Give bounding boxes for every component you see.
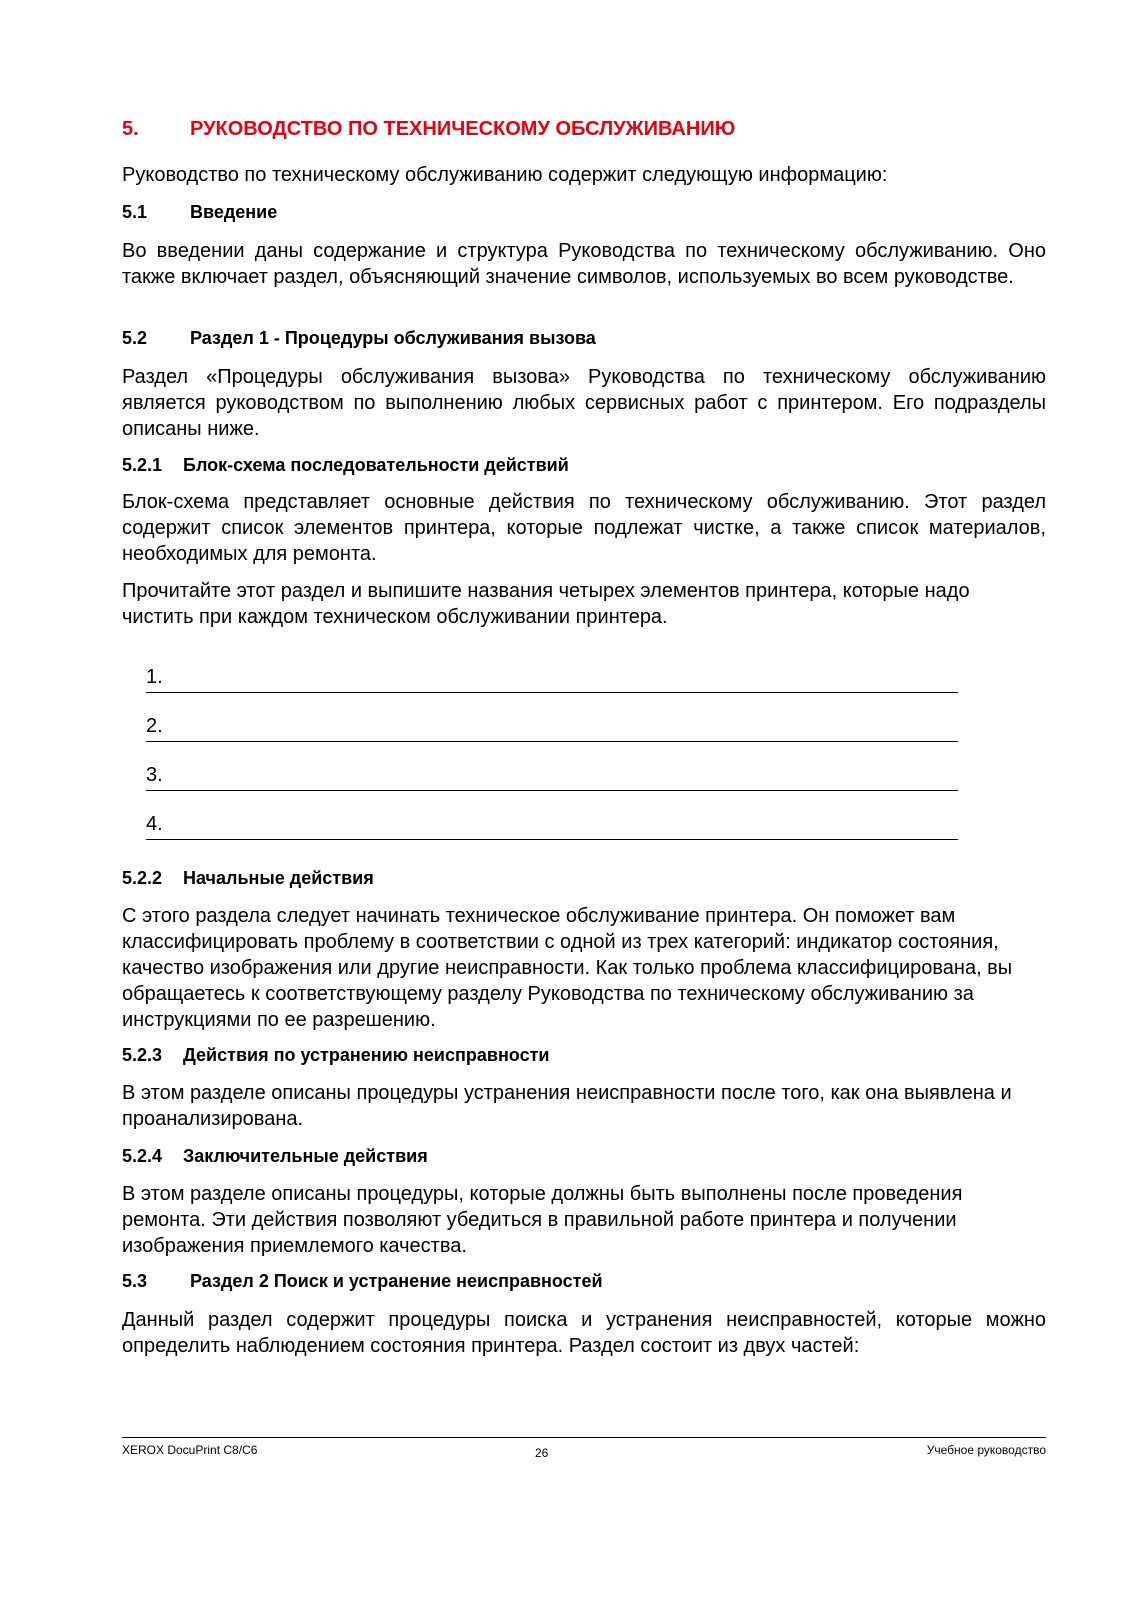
- chapter-number: 5.: [122, 118, 139, 140]
- section-5-2-4-text: В этом разделе описаны процедуры, которые должны быть выполнены после проведения ремонта. Эти действия позволяют убедиться в правильной работе принтера и получении изображения приемлемого качества.: [122, 1183, 963, 1257]
- intro-paragraph: Руководство по техническому обслуживанию содержит следующую информацию:: [122, 164, 888, 186]
- section-title: Введение: [190, 202, 278, 222]
- section-title: Раздел 1 - Процедуры обслуживания вызова: [190, 328, 596, 348]
- section-number: 5.1: [122, 202, 148, 222]
- footer-divider: [122, 1437, 1046, 1438]
- section-number: 5.2.3: [122, 1045, 163, 1065]
- section-number: 5.2.1: [122, 455, 163, 475]
- section-number: 5.2.4: [122, 1146, 163, 1166]
- section-5-1-heading: [122, 202, 277, 223]
- footer-document-title: Учебное руководство: [926, 1443, 1046, 1457]
- section-5-3-text: Данный раздел содержит процедуры поиска и устранения неисправностей, которые можно определить наблюдением состояния принтера. Раздел состоит из двух частей:: [122, 1309, 1046, 1357]
- section-5-1-text: Во введении даны содержание и структура Руководства по техническому обслуживанию. Оно также включает раздел, объясняющий значение символов, используемых во всем руководстве.: [122, 240, 1046, 288]
- section-title: Раздел 2 Поиск и устранение неисправностей: [190, 1271, 603, 1291]
- section-number: 5.3: [122, 1271, 148, 1291]
- footer-product-name: XEROX DocuPrint C8/C6: [122, 1443, 258, 1457]
- chapter-title: РУКОВОДСТВО ПО ТЕХНИЧЕСКОМУ ОБСЛУЖИВАНИЮ: [190, 118, 736, 140]
- section-5-2-1-heading: [122, 455, 569, 476]
- section-5-2-text: Раздел «Процедуры обслуживания вызова» Руководства по техническому обслуживанию является руководством по выполнению любых сервисных работ с принтером. Его подразделы описаны ниже.: [122, 366, 1046, 440]
- section-5-2-2-heading: [122, 868, 374, 889]
- section-5-3-heading: [122, 1271, 603, 1292]
- answer-line-number: 1.: [146, 666, 163, 688]
- answer-line-number: 2.: [146, 715, 163, 737]
- answer-line-number: 3.: [146, 764, 163, 786]
- chapter-heading: [122, 118, 735, 141]
- section-5-2-1-text: Блок-схема представляет основные действия по техническому обслуживанию. Этот раздел содержит список элементов принтера, которые подлежат чистке, а также список материалов, необходимых для ремонта.: [122, 491, 1046, 565]
- section-title: Заключительные действия: [183, 1146, 428, 1166]
- section-title: Начальные действия: [183, 868, 374, 888]
- section-title: Блок-схема последовательности действий: [183, 455, 569, 475]
- section-5-2-1-instruction: Прочитайте этот раздел и выпишите названия четырех элементов принтера, которые надо чистить при каждом техническом обслуживании принтера.: [122, 580, 970, 628]
- section-5-2-4-heading: [122, 1146, 428, 1167]
- answer-line-number: 4.: [146, 813, 163, 835]
- section-number: 5.2: [122, 328, 148, 348]
- answer-line-2[interactable]: [146, 713, 958, 742]
- answer-line-3[interactable]: [146, 762, 958, 791]
- answer-line-4[interactable]: [146, 811, 958, 840]
- footer-page-number: 26: [535, 1446, 549, 1460]
- section-5-2-2-text: С этого раздела следует начинать техническое обслуживание принтера. Он поможет вам классифицировать проблему в соответствии с одной из трех категорий: индикатор состояния, качество изображения или другие неисправности. Как только проблема классифицирована, вы обращаетесь к соответствующему разделу Руководства по техническому обслуживанию за инструкциями по ее разрешению.: [122, 905, 1013, 1031]
- section-5-2-heading: [122, 328, 596, 349]
- section-number: 5.2.2: [122, 868, 163, 888]
- section-5-2-3-heading: [122, 1045, 549, 1066]
- answer-line-1[interactable]: [146, 664, 958, 693]
- section-title: Действия по устранению неисправности: [183, 1045, 550, 1065]
- section-5-2-3-text: В этом разделе описаны процедуры устранения неисправности после того, как она выявлена и проанализирована.: [122, 1082, 1012, 1130]
